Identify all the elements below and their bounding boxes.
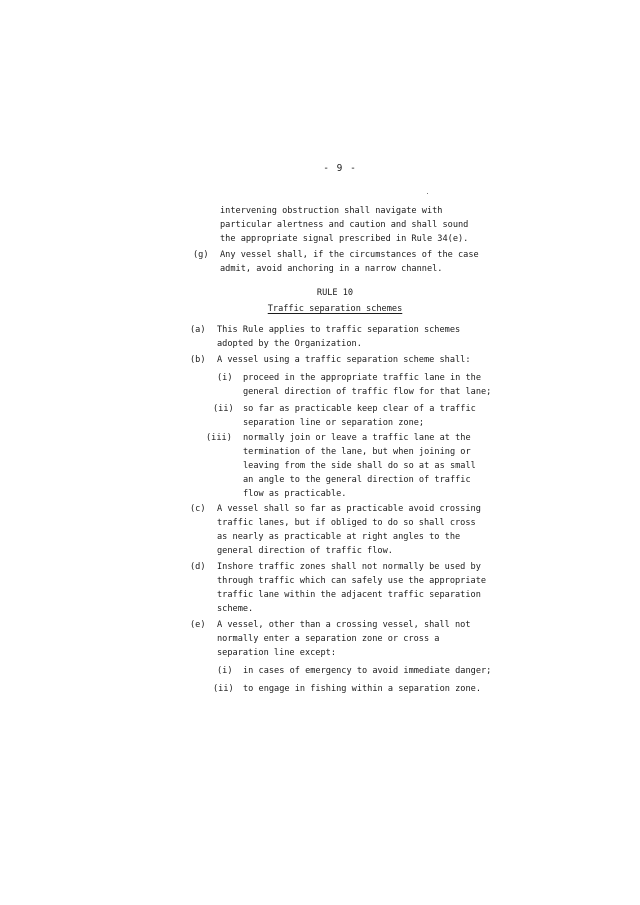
- paragraph-b-iii-line-3: leaving from the side shall do so at as small: [243, 461, 476, 471]
- paragraph-b-iii-line-2: termination of the lane, but when joining or: [243, 447, 471, 457]
- paragraph-d-line-3: traffic lane within the adjacent traffic separation: [217, 590, 481, 600]
- paragraph-a-line-2: adopted by the Organization.: [217, 339, 362, 349]
- paragraph-e-line-1: A vessel, other than a crossing vessel, shall not: [217, 620, 471, 630]
- paragraph-c-line-3: as nearly as practicable at right angles to the: [217, 532, 461, 542]
- paragraph-e-line-3: separation line except:: [217, 648, 336, 658]
- paragraph-b-i-line-2: general direction of traffic flow for that lane;: [243, 387, 492, 397]
- paragraph-c-line-1: A vessel shall so far as practicable avoid crossing: [217, 504, 481, 514]
- scan-speck: [427, 193, 428, 194]
- paragraph-b-ii-line-1: so far as practicable keep clear of a traffic: [243, 404, 476, 414]
- paragraph-e-i-label: (i): [217, 666, 233, 676]
- paragraph-d-line-4: scheme.: [217, 604, 254, 614]
- paragraph-c-line-2: traffic lanes, but if obliged to do so shall cross: [217, 518, 476, 528]
- rule-subtitle-text: Traffic separation schemes: [267, 304, 403, 314]
- paragraph-g-line-2: admit, avoid anchoring in a narrow channel.: [220, 264, 443, 274]
- paragraph-g-line-1: Any vessel shall, if the circumstances of the case: [220, 250, 479, 260]
- paragraph-e-label: (e): [190, 620, 206, 630]
- paragraph-e-line-2: normally enter a separation zone or cross a: [217, 634, 440, 644]
- paragraph-c-line-4: general direction of traffic flow.: [217, 546, 393, 556]
- paragraph-b-iii-label: (iii): [206, 433, 232, 443]
- paragraph-a-line-1: This Rule applies to traffic separation schemes: [217, 325, 461, 335]
- continuation-line-2: particular alertness and caution and shall sound: [220, 220, 469, 230]
- paragraph-e-i-line-1: in cases of emergency to avoid immediate danger;: [243, 666, 492, 676]
- paragraph-d-label: (d): [190, 562, 206, 572]
- paragraph-b-iii-line-4: an angle to the general direction of traffic: [243, 475, 471, 485]
- paragraph-b-i-label: (i): [217, 373, 233, 383]
- paragraph-e-ii-label: (ii): [213, 684, 234, 694]
- continuation-line-1: intervening obstruction shall navigate with: [220, 206, 443, 216]
- paragraph-b-ii-line-2: separation line or separation zone;: [243, 418, 425, 428]
- continuation-line-3: the appropriate signal prescribed in Rule 34(e).: [220, 234, 469, 244]
- paragraph-a-label: (a): [190, 325, 206, 335]
- paragraph-b-label: (b): [190, 355, 206, 365]
- paragraph-b-iii-line-1: normally join or leave a traffic lane at the: [243, 433, 471, 443]
- paragraph-d-line-2: through traffic which can safely use the appropriate: [217, 576, 487, 586]
- paragraph-b-line-1: A vessel using a traffic separation scheme shall:: [217, 355, 471, 365]
- paragraph-b-iii-line-5: flow as practicable.: [243, 489, 347, 499]
- paragraph-d-line-1: Inshore traffic zones shall not normally be used by: [217, 562, 481, 572]
- rule-subtitle: [0, 303, 640, 316]
- paragraph-b-i-line-1: proceed in the appropriate traffic lane in the: [243, 373, 481, 383]
- page-number: - 9 -: [323, 163, 357, 174]
- paragraph-b-ii-label: (ii): [213, 404, 234, 414]
- paragraph-c-label: (c): [190, 504, 206, 514]
- rule-title: RULE 10: [316, 288, 354, 298]
- paragraph-g-label: (g): [193, 250, 209, 260]
- paragraph-e-ii-line-1: to engage in fishing within a separation zone.: [243, 684, 481, 694]
